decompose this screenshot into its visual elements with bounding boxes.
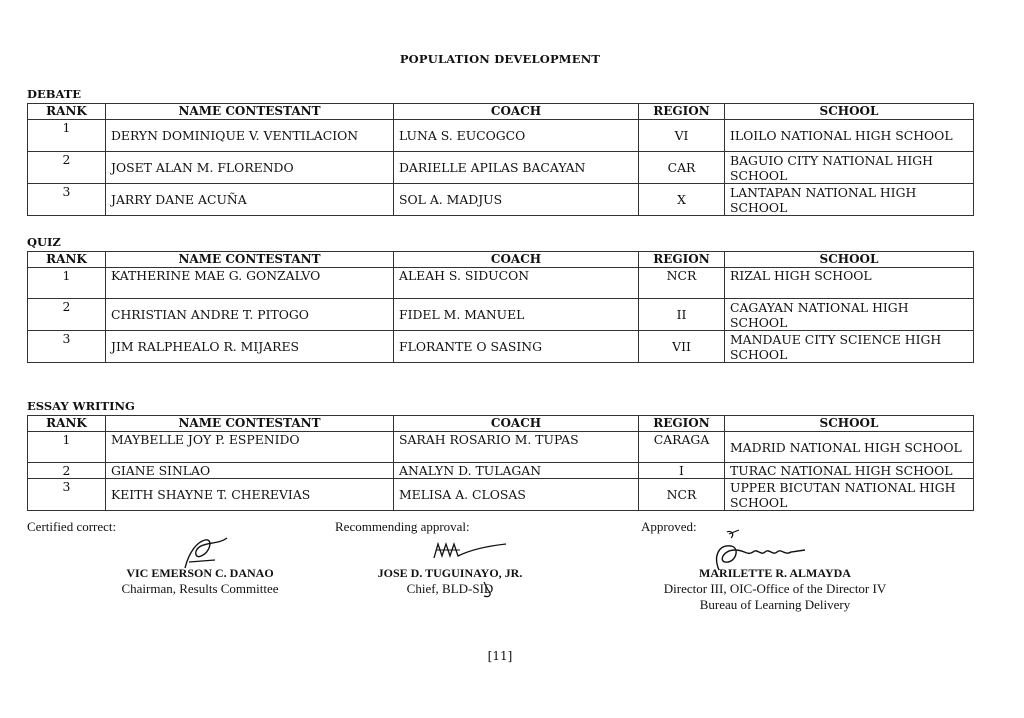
school-cell: BAGUIO CITY NATIONAL HIGH SCHOOL: [725, 152, 974, 184]
table-header-row: [28, 416, 974, 432]
table-row: [28, 184, 974, 216]
coach-cell: SOL A. MADJUS: [394, 184, 639, 216]
signatory-office: Bureau of Learning Delivery: [699, 597, 851, 612]
region-cell: NCR: [639, 479, 725, 511]
rank-cell: 2: [28, 152, 106, 184]
coach-cell: ANALYN D. TULAGAN: [394, 463, 639, 479]
recommending-label: Recommending approval:: [335, 519, 470, 534]
school-cell: ILOILO NATIONAL HIGH SCHOOL: [725, 120, 974, 152]
rank-cell: 3: [28, 479, 106, 511]
header-name: NAME CONTESTANT: [106, 104, 394, 120]
coach-cell: ALEAH S. SIDUCON: [394, 268, 639, 299]
header-region: REGION: [639, 416, 725, 432]
debate-table: [27, 103, 974, 216]
coach-cell: DARIELLE APILAS BACAYAN: [394, 152, 639, 184]
region-cell: CARAGA: [639, 432, 725, 463]
section-title-quiz: QUIZ: [27, 235, 61, 249]
header-name: NAME CONTESTANT: [106, 252, 394, 268]
coach-cell: FLORANTE O SASING: [394, 331, 639, 363]
rank-cell: 2: [28, 299, 106, 331]
school-cell: MADRID NATIONAL HIGH SCHOOL: [725, 432, 974, 463]
region-cell: VII: [639, 331, 725, 363]
table-row: [28, 152, 974, 184]
header-coach: COACH: [394, 416, 639, 432]
header-rank: RANK: [28, 104, 106, 120]
rank-cell: 2: [28, 463, 106, 479]
rank-cell: 3: [28, 331, 106, 363]
signatory-title: Chief, BLD-SID: [406, 581, 494, 596]
table-row: [28, 432, 974, 463]
coach-cell: FIDEL M. MANUEL: [394, 299, 639, 331]
header-rank: RANK: [28, 252, 106, 268]
signatory-name: MARILETTE R. ALMAYDA: [699, 566, 851, 580]
signatory-name: VIC EMERSON C. DANAO: [126, 566, 274, 580]
table-row: [28, 463, 974, 479]
rank-cell: 1: [28, 268, 106, 299]
table-row: [28, 120, 974, 152]
contestant-cell: MAYBELLE JOY P. ESPENIDO: [106, 432, 394, 463]
school-cell: LANTAPAN NATIONAL HIGH SCHOOL: [725, 184, 974, 216]
section-title-essay-writing: ESSAY WRITING: [27, 399, 135, 413]
contestant-cell: KATHERINE MAE G. GONZALVO: [106, 268, 394, 299]
region-cell: I: [639, 463, 725, 479]
region-cell: NCR: [639, 268, 725, 299]
header-rank: RANK: [28, 416, 106, 432]
rank-cell: 1: [28, 432, 106, 463]
region-cell: X: [639, 184, 725, 216]
signatory-title: Chairman, Results Committee: [121, 581, 279, 596]
region-cell: II: [639, 299, 725, 331]
contestant-cell: KEITH SHAYNE T. CHEREVIAS: [106, 479, 394, 511]
coach-cell: MELISA A. CLOSAS: [394, 479, 639, 511]
coach-cell: SARAH ROSARIO M. TUPAS: [394, 432, 639, 463]
header-school: SCHOOL: [725, 104, 974, 120]
contestant-cell: JIM RALPHEALO R. MIJARES: [106, 331, 394, 363]
page-title: POPULATION DEVELOPMENT: [399, 52, 601, 66]
signatory-certified: [90, 566, 310, 597]
section-title-debate: DEBATE: [27, 87, 82, 101]
header-school: SCHOOL: [725, 252, 974, 268]
header-region: REGION: [639, 252, 725, 268]
school-cell: MANDAUE CITY SCIENCE HIGH SCHOOL: [725, 331, 974, 363]
signatory-name: JOSE D. TUGUINAYO, JR.: [377, 566, 523, 580]
table-row: [28, 331, 974, 363]
school-cell: UPPER BICUTAN NATIONAL HIGH SCHOOL: [725, 479, 974, 511]
signature-tuguinayo: [430, 538, 510, 564]
header-school: SCHOOL: [725, 416, 974, 432]
certified-label: Certified correct:: [27, 519, 117, 534]
region-cell: VI: [639, 120, 725, 152]
header-name: NAME CONTESTANT: [106, 416, 394, 432]
header-coach: COACH: [394, 104, 639, 120]
table-row: [28, 299, 974, 331]
table-header-row: [28, 252, 974, 268]
contestant-cell: CHRISTIAN ANDRE T. PITOGO: [106, 299, 394, 331]
signatory-recommending: [345, 566, 555, 597]
header-region: REGION: [639, 104, 725, 120]
contestant-cell: DERYN DOMINIQUE V. VENTILACION: [106, 120, 394, 152]
school-cell: TURAC NATIONAL HIGH SCHOOL: [725, 463, 974, 479]
table-row: [28, 268, 974, 299]
rank-cell: 3: [28, 184, 106, 216]
signatory-approved: [630, 566, 920, 613]
approved-label: Approved:: [641, 519, 697, 534]
table-row: [28, 479, 974, 511]
school-cell: RIZAL HIGH SCHOOL: [725, 268, 974, 299]
contestant-cell: JARRY DANE ACUÑA: [106, 184, 394, 216]
page-number: [11]: [487, 649, 513, 663]
signatory-title: Director III, OIC-Office of the Director IV: [663, 581, 887, 596]
region-cell: CAR: [639, 152, 725, 184]
rank-cell: 1: [28, 120, 106, 152]
header-coach: COACH: [394, 252, 639, 268]
contestant-cell: GIANE SINLAO: [106, 463, 394, 479]
contestant-cell: JOSET ALAN M. FLORENDO: [106, 152, 394, 184]
coach-cell: LUNA S. EUCOGCO: [394, 120, 639, 152]
school-cell: CAGAYAN NATIONAL HIGH SCHOOL: [725, 299, 974, 331]
table-header-row: [28, 104, 974, 120]
quiz-table: [27, 251, 974, 363]
essay-writing-table: [27, 415, 974, 511]
